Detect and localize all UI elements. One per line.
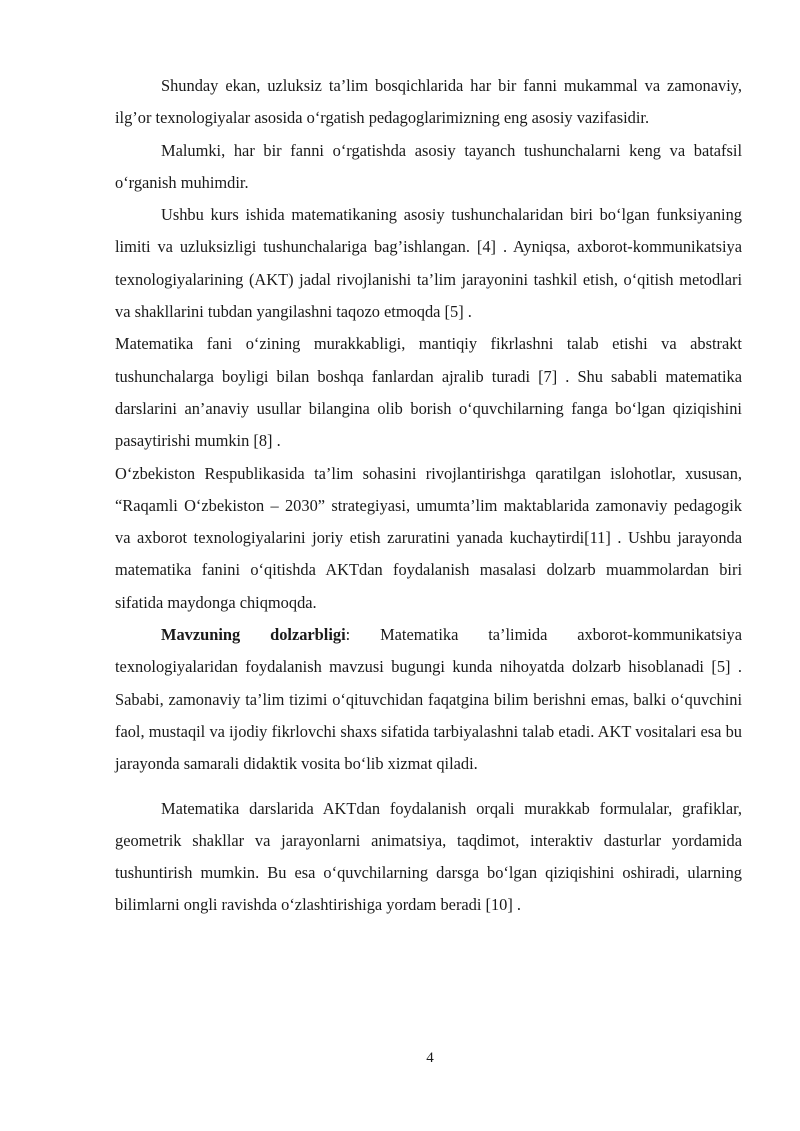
relevance-heading: Mavzuning dolzarbligi: [161, 625, 346, 645]
paragraph-6-text: : Matematika ta’limida axborot-kommunikatsiya texnologiyalaridan foydalanish mavzusi bugungi kunda nihoyatda dolzarb hisoblanadi [5] . Sababi, zamonaviy ta’lim tizimi o‘qituvchidan faqatgina bilim berishni emas, balki o‘quvchini faol, mustaqil va ijodiy fikrlovchi shaxs sifatida tarbiyalashni talab etadi. AKT vositalari esa bu jarayonda samarali didaktik vosita bo‘lib xizmat qiladi.: [115, 625, 742, 774]
paragraph-1: Shunday ekan, uzluksiz ta’lim bosqichlarida har bir fanni mukammal va zamonaviy, ilg’or texnologiyalar asosida o‘rgatish pedagoglarimizning eng asosiy vazifasidir.: [115, 76, 742, 128]
paragraph-2: Malumki, har bir fanni o‘rgatishda asosiy tayanch tushunchalarni keng va batafsil o‘rganish muhimdir.: [115, 140, 742, 192]
page-number: 4: [426, 1050, 434, 1066]
document-page: [115, 70, 742, 922]
paragraph-4: Matematika fani o‘zining murakkabligi, mantiqiy fikrlashni talab etishi va abstrakt tushunchalarga boyligi bilan boshqa fanlardan ajralib turadi [7] . Shu sababli matematika darslarini an’anaviy usullar bilangina olib borish o‘quvchilarning fanga bo‘lgan qiziqishini pasaytirishi mumkin [8] .: [115, 334, 742, 451]
paragraph-6: [115, 619, 742, 780]
paragraph-3: Ushbu kurs ishida matematikaning asosiy tushunchalaridan biri bo‘lgan funksiyaning limiti va uzluksizligi tushunchalariga bag’ishlangan. [4] . Ayniqsa, axborot-kommunikatsiya texnologiyalarining (AKT) jadal rivojlanishi ta’lim jarayonini tashkil etish, o‘qitish metodlari va shakllarini tubdan yangilashni taqozo etmoqda [5] .: [115, 205, 742, 322]
paragraph-5: O‘zbekiston Respublikasida ta’lim sohasini rivojlantirishga qaratilgan islohotlar, xususan, “Raqamli O‘zbekiston – 2030” strategiyasi, umumta’lim maktablarida zamonaviy pedagogik va axborot texnologiyalarini joriy etish zaruratini yanada kuchaytirdi[11] . Ushbu jarayonda matematika fanini o‘qitishda AKTdan foydalanish masalasi dolzarb muammolardan biri sifatida maydonga chiqmoqda.: [115, 463, 742, 612]
paragraph-7: Matematika darslarida AKTdan foydalanish orqali murakkab formulalar, grafiklar, geometrik shakllar va jarayonlarni animatsiya, taqdimot, interaktiv dasturlar yordamida tushuntirish mumkin. Bu esa o‘quvchilarning darsga bo‘lgan qiziqishini oshiradi, ularning bilimlarni ongli ravishda o‘zlashtirishiga yordam beradi [10] .: [115, 798, 742, 915]
